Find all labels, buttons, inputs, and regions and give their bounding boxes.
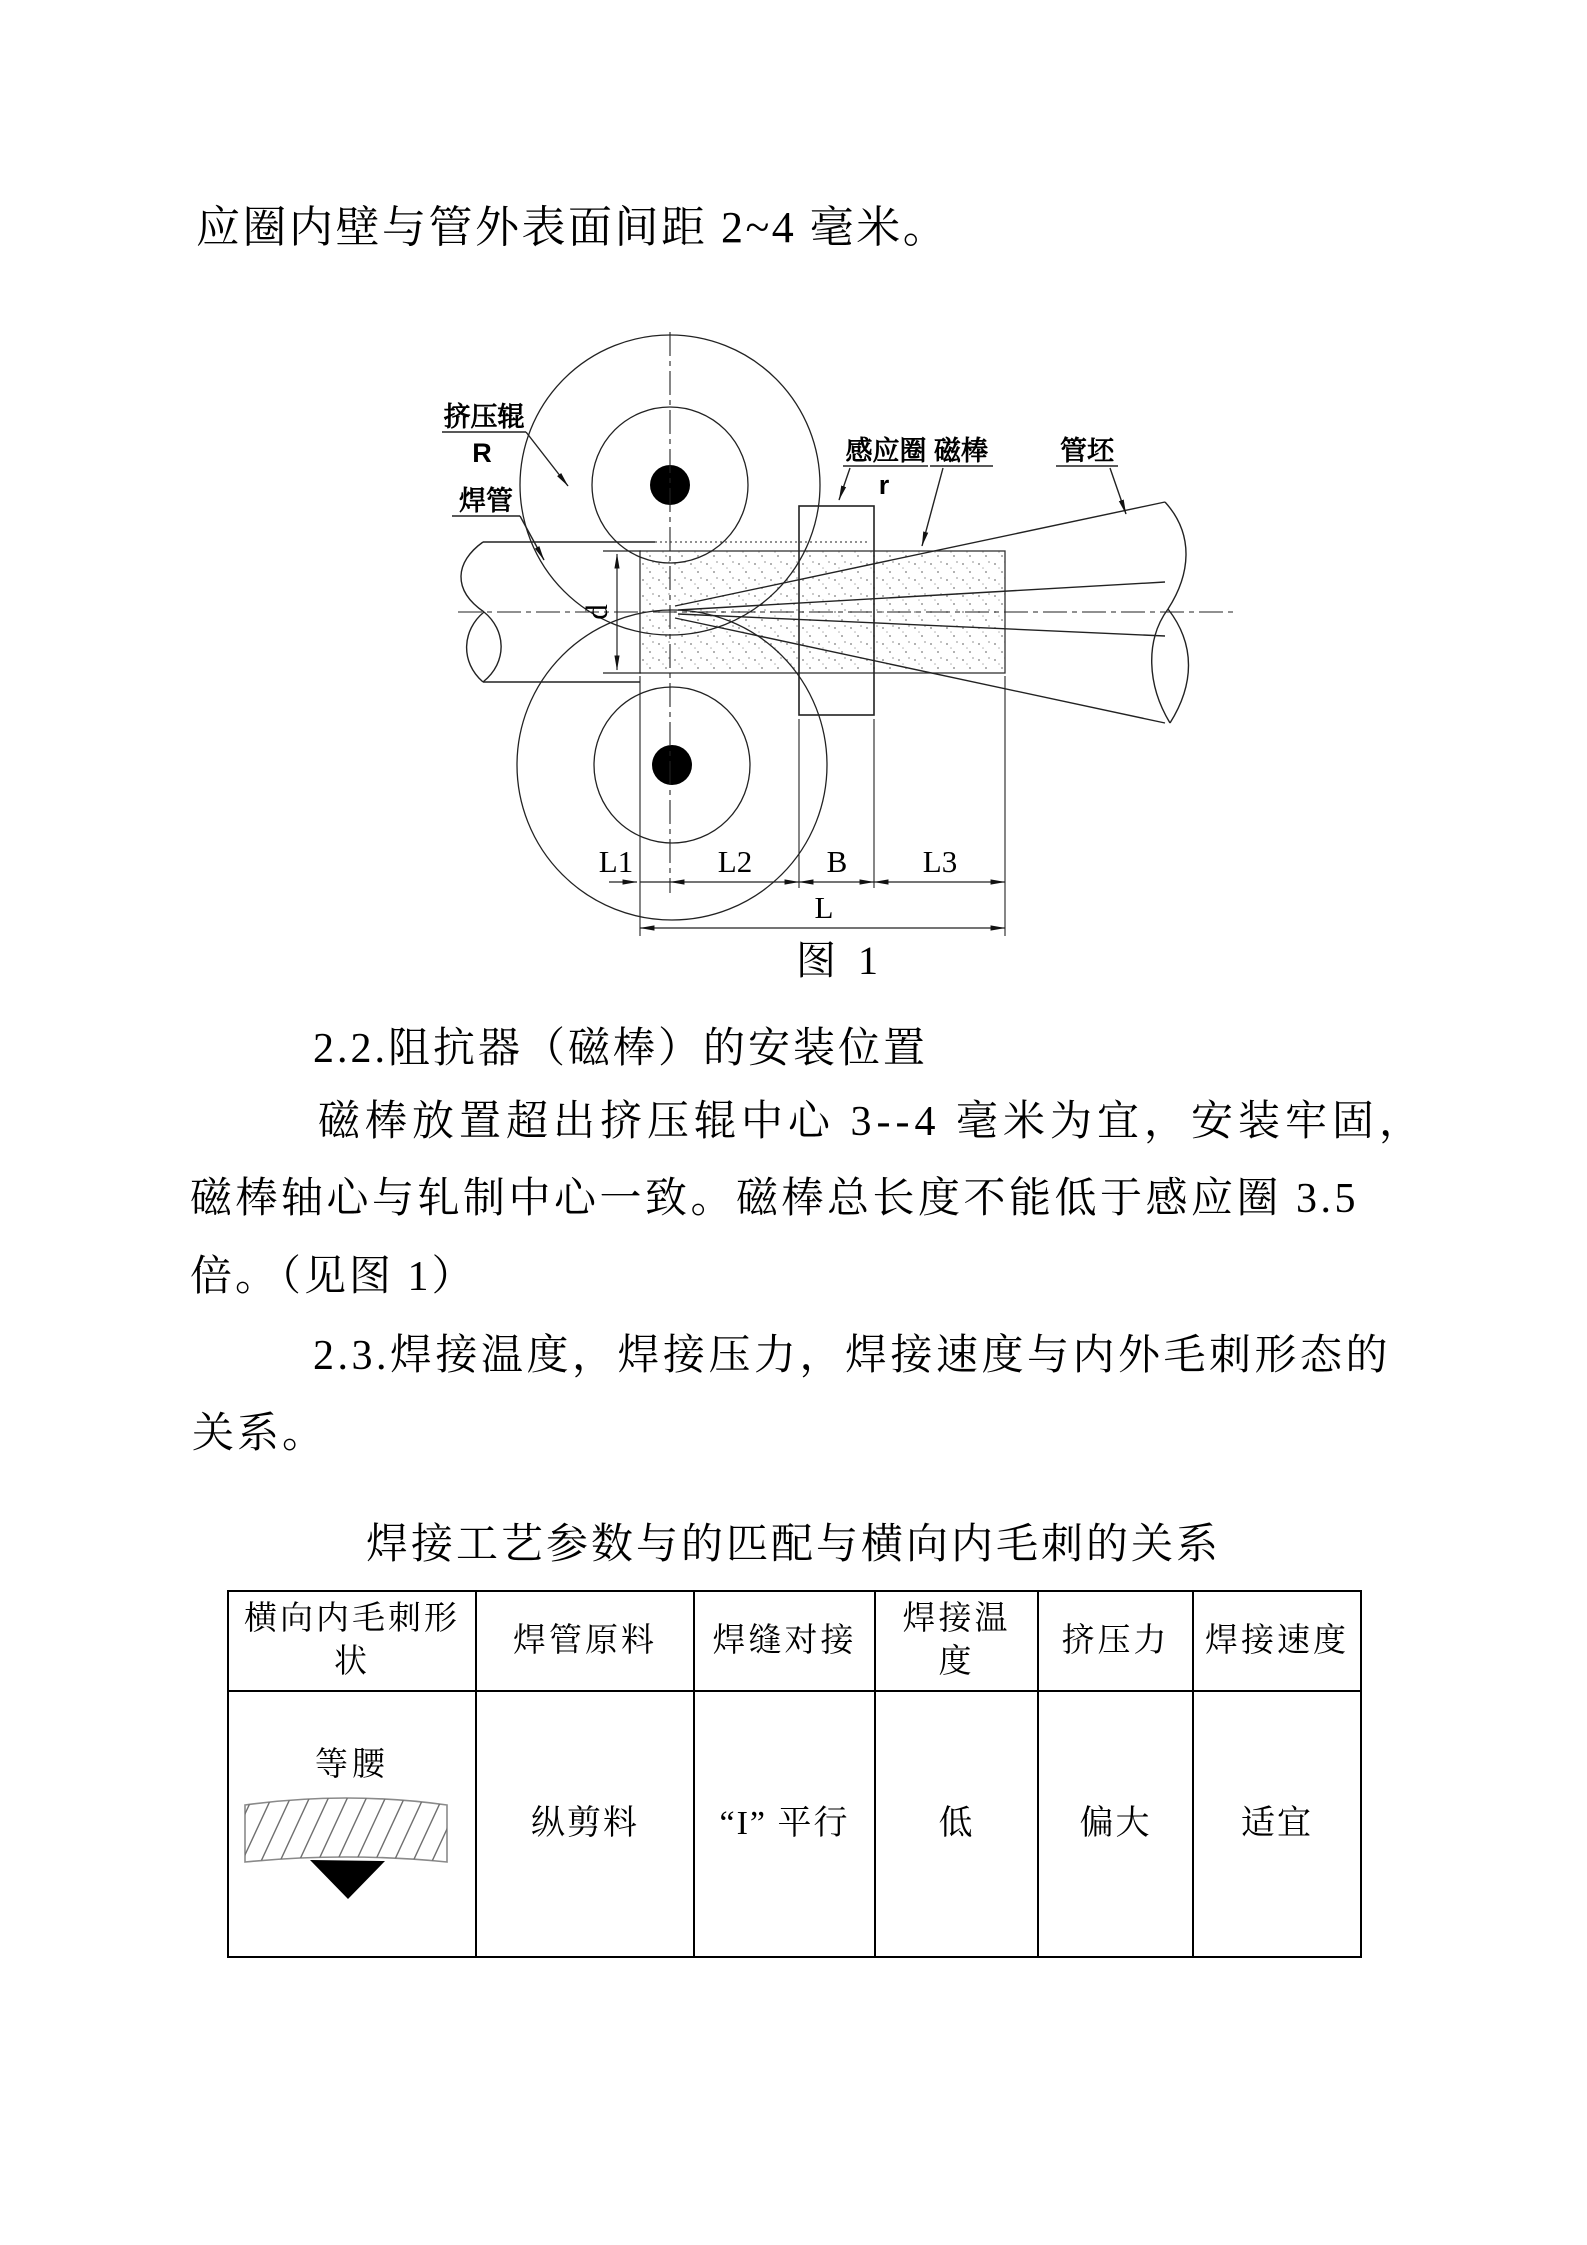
magnetic-rod-label: 磁棒 — [934, 436, 988, 466]
tube-blank-label: 管坯 — [1060, 436, 1114, 466]
body-line: 磁棒轴心与轧制中心一致。磁棒总长度不能低于感应圈 3.5 — [190, 1176, 1360, 1222]
table-row — [229, 1692, 1360, 1956]
cell-seam-butt: “I” 平行 — [695, 1692, 876, 1956]
cell-burr-shape — [229, 1692, 477, 1956]
header-burr-shape: 横向内毛刺形状 — [229, 1592, 477, 1690]
cell-speed: 适宜 — [1241, 1804, 1313, 1842]
dimension-lines — [609, 882, 1005, 928]
body-line: 倍。（见图 1） — [190, 1254, 477, 1300]
header-seam-butt: 焊缝对接 — [695, 1592, 876, 1690]
induction-coil-label: 感应圈 — [845, 436, 927, 466]
header-pressure: 挤压力 — [1039, 1592, 1194, 1690]
table-title: 焊接工艺参数与的匹配与横向内毛刺的关系 — [365, 1522, 1221, 1568]
table-header-row — [229, 1592, 1360, 1692]
dim-d-label: d — [579, 604, 614, 620]
process-parameters-table — [227, 1590, 1362, 1958]
dim-l1-label: L1 — [598, 844, 634, 879]
header-speed: 焊接速度 — [1205, 1622, 1349, 1659]
squeeze-roller-label: 挤压辊 — [443, 402, 525, 432]
squeeze-roller-symbol: R — [472, 438, 492, 468]
cell-pressure: 偏大 — [1039, 1692, 1194, 1956]
dim-l3-label: L3 — [922, 844, 958, 879]
burr-shape-label: 等腰 — [315, 1747, 389, 1783]
callout-leaders — [442, 432, 1126, 560]
body-line: 磁棒放置超出挤压辊中心 3--4 毫米为宜，安装牢固， — [318, 1099, 1426, 1145]
burr-shape-drawing — [229, 1692, 477, 1956]
dim-l2-label: L2 — [717, 844, 753, 879]
induction-coil-symbol: r — [878, 470, 890, 500]
figure-1-diagram — [280, 300, 1260, 948]
section-2-3-heading: 2.3.焊接温度，焊接压力，焊接速度与内外毛刺形态的 — [313, 1333, 1392, 1379]
figure-caption: 图 1 — [796, 938, 884, 983]
dim-l-label: L — [814, 890, 834, 925]
cell-material: 纵剪料 — [477, 1692, 695, 1956]
header-material: 焊管原料 — [477, 1592, 695, 1690]
weld-pipe-label: 焊管 — [459, 486, 513, 516]
dim-b-label: B — [826, 844, 848, 879]
cell-temperature: 低 — [876, 1692, 1039, 1956]
intro-line: 应圈内壁与管外表面间距 2~4 毫米。 — [196, 203, 950, 252]
body-line: 关系。 — [192, 1411, 328, 1457]
inner-burr-triangle — [310, 1860, 385, 1899]
section-2-2-heading: 2.2.阻抗器（磁棒）的安装位置 — [313, 1026, 929, 1072]
header-temperature: 焊接温度 — [876, 1592, 1039, 1690]
